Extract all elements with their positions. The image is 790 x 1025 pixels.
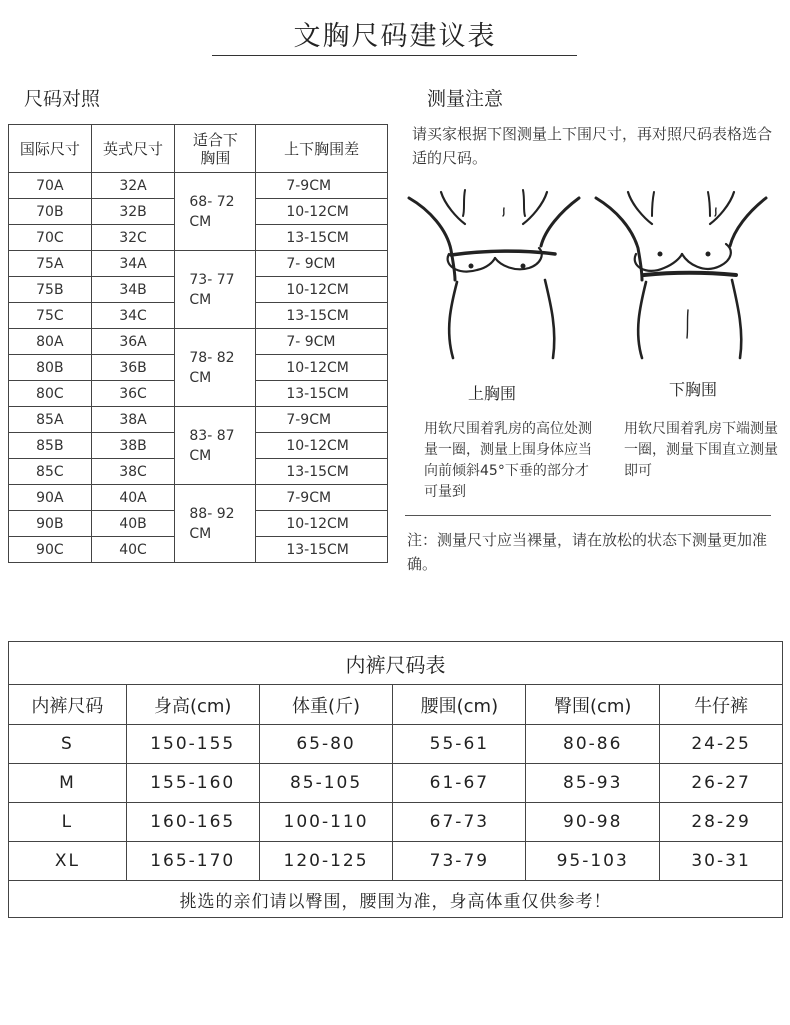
measure-intro: 请买家根据下图测量上下围尺寸，再对照尺码表格选合适的尺码。 bbox=[412, 125, 773, 167]
under-bust-instructions: 用软尺围着乳房下端测量一圈，测量下围直立测量即可 bbox=[624, 421, 778, 479]
uk-size: 34A bbox=[91, 251, 175, 277]
table-row bbox=[9, 251, 388, 277]
page-title: 文胸尺码建议表 bbox=[293, 21, 497, 52]
intl-size: 70B bbox=[9, 199, 92, 225]
jeans: 30-31 bbox=[660, 842, 783, 881]
weight: 65-80 bbox=[259, 725, 393, 764]
intl-size: 85B bbox=[9, 433, 92, 459]
uk-size: 36A bbox=[91, 329, 175, 355]
uk-size: 36B bbox=[91, 355, 175, 381]
bust-difference: 13-15CM bbox=[256, 459, 388, 485]
bust-difference: 10-12CM bbox=[256, 199, 388, 225]
weight: 100-110 bbox=[259, 803, 393, 842]
intl-size: 90B bbox=[9, 511, 92, 537]
uk-size: 38C bbox=[91, 459, 175, 485]
header-uk-size: 英式尺寸 bbox=[91, 125, 175, 173]
bust-difference: 7- 9CM bbox=[256, 251, 388, 277]
underwear-table-title: 内裤尺码表 bbox=[9, 642, 783, 685]
underbust-range: 83- 87 CM bbox=[175, 407, 256, 485]
bust-difference: 7-9CM bbox=[256, 407, 388, 433]
intl-size: 80B bbox=[9, 355, 92, 381]
jeans: 24-25 bbox=[660, 725, 783, 764]
header-height: 身高(cm) bbox=[126, 685, 259, 725]
header-weight: 体重(斤) bbox=[259, 685, 393, 725]
uk-size: 40B bbox=[91, 511, 175, 537]
table-row bbox=[9, 725, 783, 764]
height: 155-160 bbox=[126, 764, 259, 803]
bra-size-table bbox=[8, 124, 388, 563]
bust-difference: 10-12CM bbox=[256, 355, 388, 381]
jeans: 26-27 bbox=[660, 764, 783, 803]
uk-size: 32A bbox=[91, 173, 175, 199]
header-intl-size: 国际尺寸 bbox=[9, 125, 92, 173]
measurement-footnote: 注：测量尺寸应当裸量，请在放松的状态下测量更加准确。 bbox=[407, 531, 768, 573]
underbust-range: 78- 82 CM bbox=[175, 329, 256, 407]
intl-size: 70A bbox=[9, 173, 92, 199]
bust-difference: 13-15CM bbox=[256, 381, 388, 407]
intl-size: 80A bbox=[9, 329, 92, 355]
table-row bbox=[9, 407, 388, 433]
underbust-range: 68- 72 CM bbox=[175, 173, 256, 251]
bust-difference: 13-15CM bbox=[256, 303, 388, 329]
underwear-size-table bbox=[8, 641, 783, 918]
hip: 90-98 bbox=[526, 803, 660, 842]
table-row bbox=[9, 329, 388, 355]
measure-heading: 测量注意 bbox=[427, 88, 504, 110]
height: 165-170 bbox=[126, 842, 259, 881]
hip: 85-93 bbox=[526, 764, 660, 803]
table-row bbox=[9, 842, 783, 881]
uk-size: 32C bbox=[91, 225, 175, 251]
bust-difference: 10-12CM bbox=[256, 511, 388, 537]
uk-size: 38B bbox=[91, 433, 175, 459]
intl-size: 80C bbox=[9, 381, 92, 407]
bust-difference: 13-15CM bbox=[256, 537, 388, 563]
underbust-range: 73- 77 CM bbox=[175, 251, 256, 329]
size-chart-heading: 尺码对照 bbox=[24, 88, 101, 110]
intl-size: 85A bbox=[9, 407, 92, 433]
table-row bbox=[9, 764, 783, 803]
underbust-range: 88- 92 CM bbox=[175, 485, 256, 563]
hip: 95-103 bbox=[526, 842, 660, 881]
intl-size: 75C bbox=[9, 303, 92, 329]
weight: 120-125 bbox=[259, 842, 393, 881]
table-row bbox=[9, 803, 783, 842]
height: 160-165 bbox=[126, 803, 259, 842]
underwear-table-footer: 挑选的亲们请以臀围，腰围为准，身高体重仅供参考！ bbox=[9, 881, 783, 918]
bust-difference: 7- 9CM bbox=[256, 329, 388, 355]
header-jeans: 牛仔裤 bbox=[660, 685, 783, 725]
header-underbust: 适合下胸围 bbox=[175, 125, 256, 173]
size: M bbox=[9, 764, 127, 803]
table-row bbox=[9, 173, 388, 199]
uk-size: 36C bbox=[91, 381, 175, 407]
intl-size: 75A bbox=[9, 251, 92, 277]
height: 150-155 bbox=[126, 725, 259, 764]
intl-size: 70C bbox=[9, 225, 92, 251]
underwear-table-header bbox=[9, 685, 783, 725]
waist: 61-67 bbox=[393, 764, 526, 803]
under-bust-caption: 下胸围 bbox=[669, 380, 718, 399]
bra-table-header bbox=[9, 125, 388, 173]
upper-bust-instructions: 用软尺围着乳房的高位处测量一圈，测量上围身体应当向前倾斜45°下垂的部分才可量到 bbox=[424, 421, 592, 500]
bust-difference: 7-9CM bbox=[256, 485, 388, 511]
weight: 85-105 bbox=[259, 764, 393, 803]
waist: 55-61 bbox=[393, 725, 526, 764]
bust-difference: 10-12CM bbox=[256, 277, 388, 303]
size: L bbox=[9, 803, 127, 842]
title-underline bbox=[212, 55, 577, 56]
divider bbox=[405, 515, 771, 516]
hip: 80-86 bbox=[526, 725, 660, 764]
upper-bust-caption: 上胸围 bbox=[468, 384, 517, 403]
intl-size: 90C bbox=[9, 537, 92, 563]
header-bust-difference: 上下胸围差 bbox=[256, 125, 388, 173]
under-bust-figure-illustration bbox=[592, 180, 772, 360]
header-size: 内裤尺码 bbox=[9, 685, 127, 725]
upper-bust-figure-illustration bbox=[405, 180, 585, 360]
header-hip: 臀围(cm) bbox=[526, 685, 660, 725]
bust-difference: 13-15CM bbox=[256, 225, 388, 251]
intl-size: 85C bbox=[9, 459, 92, 485]
intl-size: 90A bbox=[9, 485, 92, 511]
uk-size: 40C bbox=[91, 537, 175, 563]
bust-difference: 10-12CM bbox=[256, 433, 388, 459]
uk-size: 34C bbox=[91, 303, 175, 329]
waist: 73-79 bbox=[393, 842, 526, 881]
uk-size: 40A bbox=[91, 485, 175, 511]
table-row bbox=[9, 485, 388, 511]
intl-size: 75B bbox=[9, 277, 92, 303]
uk-size: 38A bbox=[91, 407, 175, 433]
waist: 67-73 bbox=[393, 803, 526, 842]
size: S bbox=[9, 725, 127, 764]
header-waist: 腰围(cm) bbox=[393, 685, 526, 725]
uk-size: 34B bbox=[91, 277, 175, 303]
jeans: 28-29 bbox=[660, 803, 783, 842]
size: XL bbox=[9, 842, 127, 881]
uk-size: 32B bbox=[91, 199, 175, 225]
bust-difference: 7-9CM bbox=[256, 173, 388, 199]
